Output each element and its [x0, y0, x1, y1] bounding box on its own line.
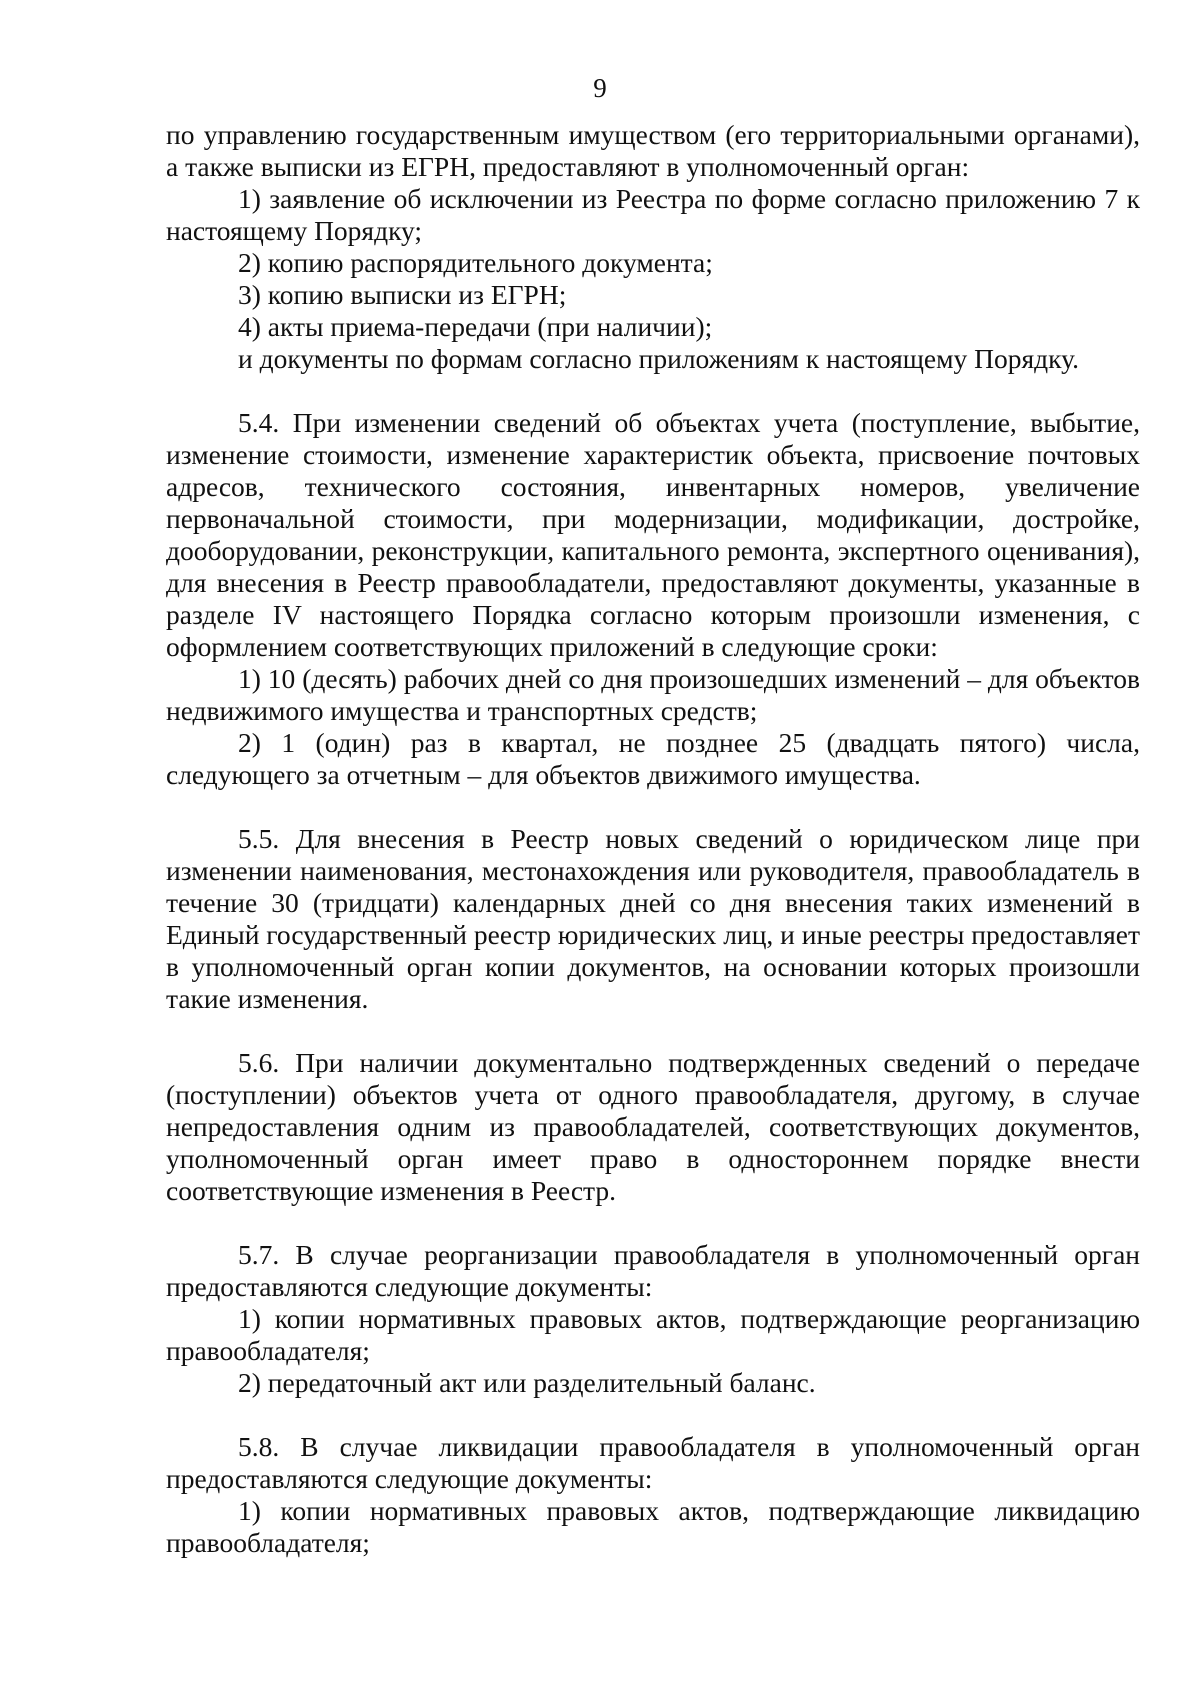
paragraph: 5.8. В случае ликвидации правообладателя в уполномоченный орган предоставляются следующие документы:	[166, 1431, 1140, 1494]
paragraph: 1) копии нормативных правовых актов, подтверждающие ликвидацию правообладателя;	[166, 1495, 1140, 1558]
paragraph: 5.6. При наличии документально подтвержденных сведений о передаче (поступлении) объектов учета от одного правообладателя, другому, в случае непредоставления одним из правообладателей, соответствующих документов, уполномоченный орган имеет право в одностороннем порядке внести соответствующие изменения в Реестр.	[166, 1047, 1140, 1206]
paragraph: 5.7. В случае реорганизации правообладателя в уполномоченный орган предоставляются следующие документы:	[166, 1239, 1140, 1302]
paragraph-gap	[166, 791, 1140, 823]
paragraph-gap	[166, 1207, 1140, 1239]
paragraph: 2) 1 (один) раз в квартал, не позднее 25 (двадцать пятого) числа, следующего за отчетным – для объектов движимого имущества.	[166, 727, 1140, 790]
paragraph-gap	[166, 1399, 1140, 1431]
paragraph: 3) копию выписки из ЕГРН;	[238, 279, 567, 310]
page-number: 9	[593, 73, 607, 103]
paragraph-gap	[166, 375, 1140, 407]
paragraph: 1) 10 (десять) рабочих дней со дня произошедших изменений – для объектов недвижимого имущества и транспортных средств;	[166, 663, 1140, 726]
paragraph: 5.4. При изменении сведений об объектах учета (поступление, выбытие, изменение стоимости, изменение характеристик объекта, присвоение почтовых адресов, технического состояния, инвентарных номеров, увеличение первоначальной стоимости, при модернизации, модификации, достройке, дооборудовании, реконструкции, капитального ремонта, экспертного оценивания), для внесения в Реестр правообладатели, предоставляют документы, указанные в разделе IV настоящего Порядка согласно которым произошли изменения, с оформлением соответствующих приложений в следующие сроки:	[166, 407, 1140, 662]
paragraph: 5.5. Для внесения в Реестр новых сведений о юридическом лице при изменении наименования, местонахождения или руководителя, правообладатель в течение 30 (тридцати) календарных дней со дня внесения таких изменений в Единый государственный реестр юридических лиц, и иные реестры предоставляет в уполномоченный орган копии документов, на основании которых произошли такие изменения.	[166, 823, 1140, 1014]
document-body	[166, 119, 1140, 1559]
paragraph: 2) копию распорядительного документа;	[238, 247, 713, 278]
paragraph: 2) передаточный акт или разделительный баланс.	[238, 1367, 816, 1398]
paragraph: и документы по формам согласно приложениям к настоящему Порядку.	[238, 343, 1079, 374]
paragraph: 1) копии нормативных правовых актов, подтверждающие реорганизацию правообладателя;	[166, 1303, 1140, 1366]
paragraph-gap	[166, 1015, 1140, 1047]
paragraph: 1) заявление об исключении из Реестра по форме согласно приложению 7 к настоящему Порядку;	[166, 183, 1140, 246]
paragraph: 4) акты приема-передачи (при наличии);	[238, 311, 713, 342]
paragraph: по управлению государственным имуществом (его территориальными органами), а также выписки из ЕГРН, предоставляют в уполномоченный орган:	[166, 119, 1140, 182]
